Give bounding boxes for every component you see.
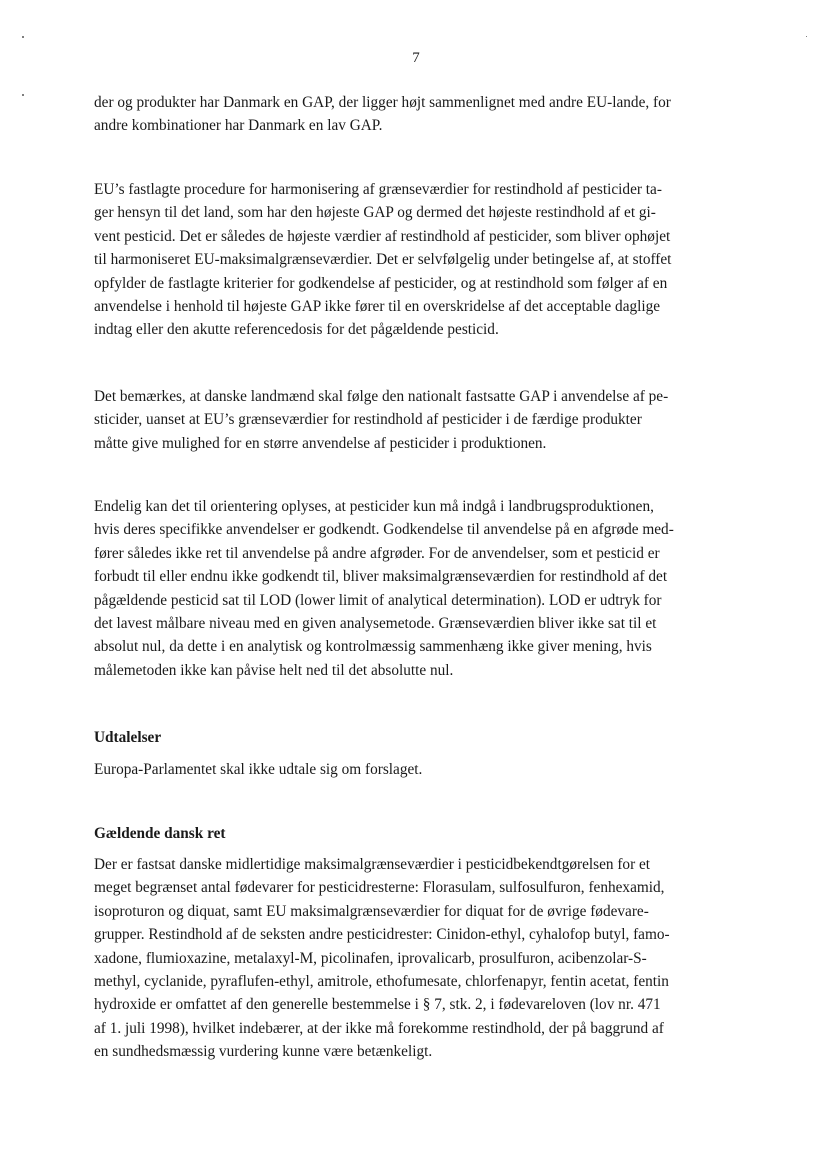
text-line: isoproturon og diquat, samt EU maksimalgrænseværdier for diquat for de øvrige fødevare-	[94, 902, 649, 920]
text-line: en sundhedsmæssig vurdering kunne være betænkeligt.	[94, 1043, 433, 1061]
section-heading-gaeldende-dansk-ret: Gældende dansk ret	[94, 825, 226, 842]
text-line: hydroxide er omfattet af den generelle bestemmelse i § 7, stk. 2, i fødevareloven (lov nr. 471	[94, 996, 661, 1014]
text-line: Europa-Parlamentet skal ikke udtale sig om forslaget.	[94, 761, 423, 778]
paragraph-danish-farmers	[94, 385, 736, 455]
page-number: 7	[412, 50, 420, 66]
text-line: anvendelse i henhold til højeste GAP ikke fører til en overskridelse af det acceptable daglige	[94, 298, 661, 316]
text-line: pågældende pesticid sat til LOD (lower limit of analytical determination). LOD er udtryk for	[94, 591, 662, 609]
text-line: absolut nul, da dette i en analytisk og kontrolmæssig sammenhæng ikke giver mening, hvis	[94, 638, 652, 656]
scan-speck	[22, 36, 24, 38]
text-line: vent pesticid. Det er således de højeste værdier af restindhold af pesticider, som bliver ophøjet	[94, 227, 671, 245]
paragraph-eu-harmonisation	[94, 178, 736, 342]
text-line: xadone, flumioxazine, metalaxyl-M, picolinafen, iprovalicarb, prosulfuron, acibenzolar-S-	[94, 949, 647, 967]
text-line: EU’s fastlagte procedure for harmonisering af grænseværdier for restindhold af pesticider ta-	[94, 181, 662, 198]
text-line: andre kombinationer har Danmark en lav GAP.	[94, 117, 383, 135]
text-line: Der er fastsat danske midlertidige maksimalgrænseværdier i pesticidbekendtgørelsen for et	[94, 856, 651, 873]
text-line: sticider, uanset at EU’s grænseværdier for restindhold af pesticider i de færdige produkter	[94, 411, 642, 429]
text-line: af 1. juli 1998), hvilket indebærer, at der ikke må forekomme restindhold, der på baggrund af	[94, 1019, 664, 1037]
text-line: opfylder de fastlagte kriterier for godkendelse af pesticider, og at restindhold som følger af en	[94, 274, 668, 292]
paragraph-approval-lod	[94, 495, 736, 682]
text-line: fører således ikke ret til anvendelse på andre afgrøder. For de anvendelser, som et pesticid er	[94, 544, 660, 562]
paragraph-udtalelser	[94, 758, 736, 781]
scan-speck	[806, 36, 807, 37]
text-line: meget begrænset antal fødevarer for pesticidresterne: Florasulam, sulfosulfuron, fenhexamid,	[94, 879, 665, 897]
text-line: grupper. Restindhold af de seksten andre pesticidrester: Cinidon-ethyl, cyhalofop butyl, famo-	[94, 926, 670, 944]
text-line: hvis deres specifikke anvendelser er godkendt. Godkendelse til anvendelse på en afgrøde med-	[94, 521, 674, 539]
section-heading-udtalelser: Udtalelser	[94, 729, 162, 746]
text-line: forbudt til eller endnu ikke godkendt til, bliver maksimalgrænseværdien for restindhold af det	[94, 568, 668, 586]
text-line: Endelig kan det til orientering oplyses, at pesticider kun må indgå i landbrugsproduktionen,	[94, 498, 654, 515]
text-line: ger hensyn til det land, som har den højeste GAP og dermed det højeste restindhold af et gi-	[94, 204, 656, 222]
paragraph-gap-comparison	[94, 91, 736, 138]
text-line: methyl, cyclanide, pyraflufen-ethyl, amitrole, ethofumesate, chlorfenapyr, fentin acetat, fentin	[94, 973, 669, 991]
text-line: indtag eller den akutte referencedosis for det pågældende pesticid.	[94, 321, 499, 339]
scan-speck	[22, 94, 24, 96]
text-line: der og produkter har Danmark en GAP, der ligger højt sammenlignet med andre EU-lande, for	[94, 94, 671, 111]
text-line: til harmoniseret EU-maksimalgrænseværdier. Det er selvfølgelig under betingelse af, at stoffet	[94, 251, 672, 269]
text-line: det lavest målbare niveau med en given analysemetode. Grænseværdien bliver ikke sat til et	[94, 615, 657, 633]
paragraph-gaeldende-dansk-ret	[94, 853, 736, 1064]
text-line: målemetoden ikke kan påvise helt ned til det absolutte nul.	[94, 661, 454, 679]
text-line: Det bemærkes, at danske landmænd skal følge den nationalt fastsatte GAP i anvendelse af pe-	[94, 388, 669, 405]
text-line: måtte give mulighed for en større anvendelse af pesticider i produktionen.	[94, 434, 547, 452]
